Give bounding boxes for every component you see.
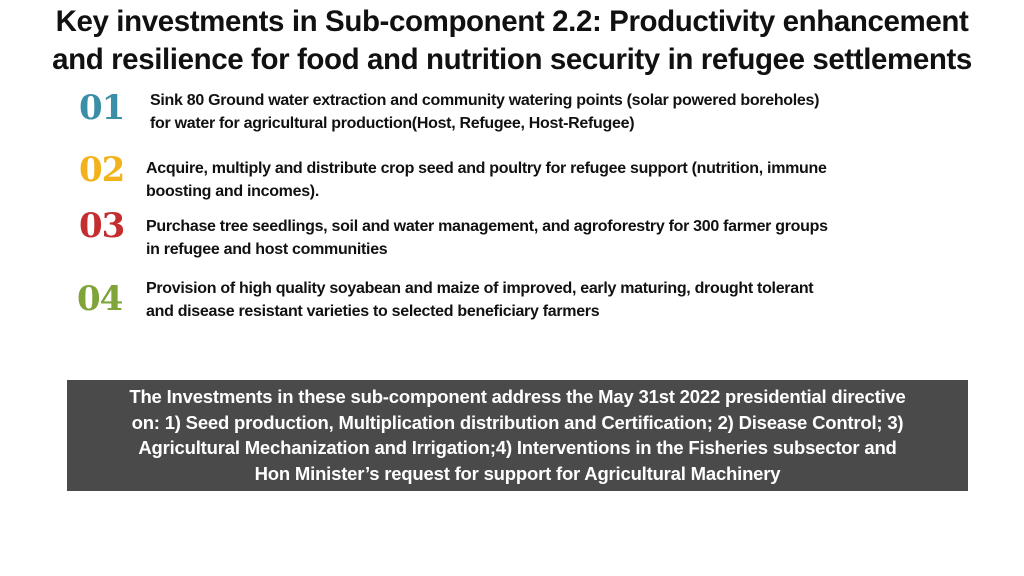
callout-line: Hon Minister’s request for support for Agricultural Machinery bbox=[254, 462, 781, 484]
directive-callout-box bbox=[67, 380, 968, 491]
item-description-line: Acquire, multiply and distribute crop seed and poultry for refugee support (nutrition, immune bbox=[146, 160, 827, 177]
slide-title-line: Key investments in Sub-component 2.2: Productivity enhancement bbox=[55, 5, 969, 38]
callout-line: The Investments in these sub-component address the May 31st 2022 presidential directive bbox=[129, 386, 906, 407]
item-description-line: Provision of high quality soyabean and maize of improved, early maturing, drought tolerant bbox=[146, 280, 814, 297]
slide-title bbox=[0, 3, 1024, 79]
item-description-line: boosting and incomes). bbox=[146, 183, 319, 200]
investment-item-02 bbox=[0, 150, 1024, 200]
investment-item-03 bbox=[0, 206, 1024, 256]
investment-item-01 bbox=[0, 88, 1024, 138]
item-number: 01 bbox=[79, 88, 125, 128]
item-description-line: Sink 80 Ground water extraction and community watering points (solar powered boreholes) bbox=[150, 92, 820, 109]
item-number: 03 bbox=[79, 206, 125, 246]
item-description-line: and disease resistant varieties to selected beneficiary farmers bbox=[146, 303, 600, 320]
item-description bbox=[146, 277, 813, 323]
item-description bbox=[146, 215, 828, 261]
slide-title-line: and resilience for food and nutrition security in refugee settlements bbox=[52, 43, 972, 76]
item-description-line: in refugee and host communities bbox=[146, 241, 388, 258]
item-number: 02 bbox=[79, 150, 125, 190]
item-description-line: Purchase tree seedlings, soil and water management, and agroforestry for 300 farmer groups bbox=[146, 218, 828, 235]
investment-item-04 bbox=[0, 279, 1024, 329]
item-number: 04 bbox=[77, 279, 123, 319]
item-description-line: for water for agricultural production(Host, Refugee, Host-Refugee) bbox=[150, 115, 635, 132]
item-description bbox=[146, 157, 827, 203]
item-description bbox=[150, 89, 819, 135]
callout-line: Agricultural Mechanization and Irrigation;4) Interventions in the Fisheries subsector and bbox=[138, 437, 897, 458]
callout-line: on: 1) Seed production, Multiplication distribution and Certification; 2) Disease Control; 3) bbox=[131, 411, 904, 433]
